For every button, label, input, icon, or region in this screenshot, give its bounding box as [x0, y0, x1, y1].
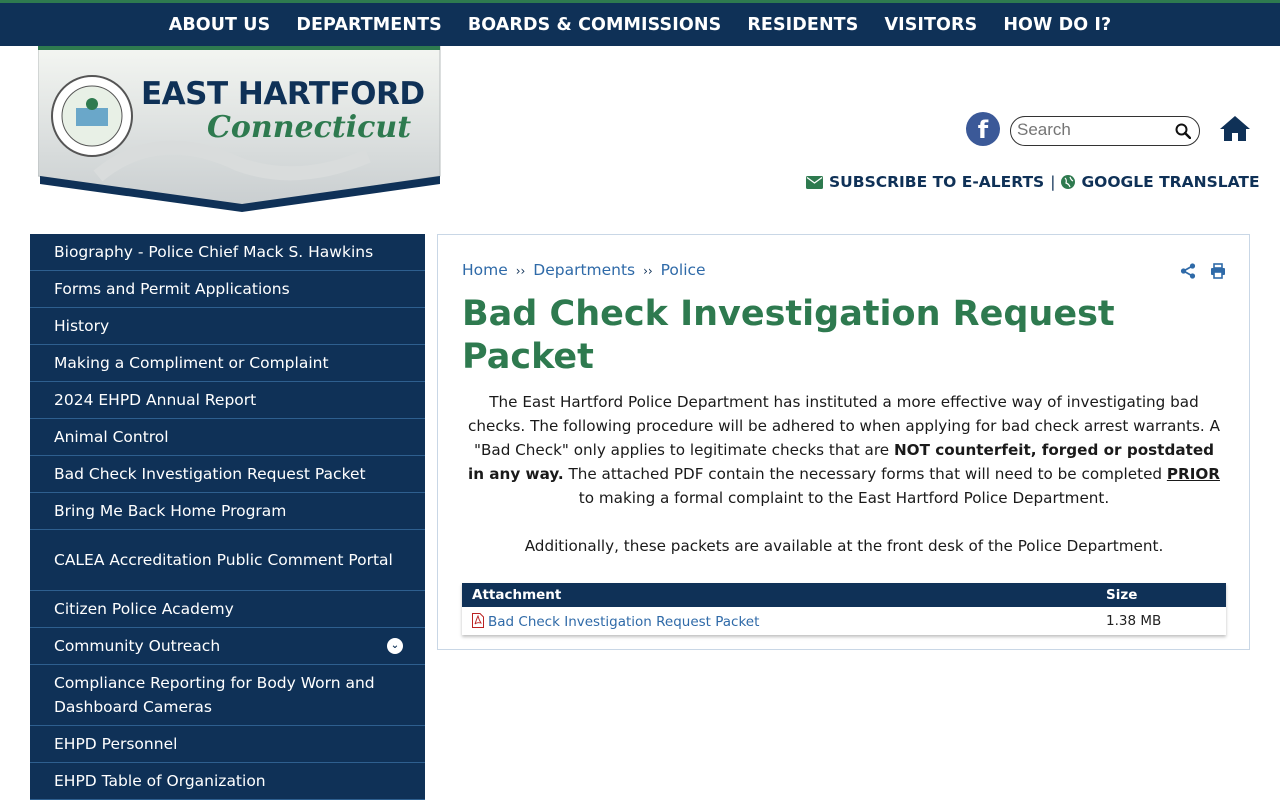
search-icon[interactable]	[1175, 123, 1191, 139]
sidebar-item-label: Forms and Permit Applications	[54, 280, 290, 298]
attachment-size: 1.38 MB	[1106, 613, 1162, 629]
column-header-size: Size	[1096, 583, 1226, 607]
paragraph-text: The East Hartford Police Department has instituted a more effective way of investigating bad checks. The following procedure will be adhered to when applying for bad check arrest warrants. A "Bad Check" only applies to legitimate checks that are	[468, 393, 1220, 459]
page-title: Bad Check Investigation Request Packet	[462, 294, 1115, 377]
sidebar-item-community-outreach[interactable]	[30, 628, 425, 665]
nav-about-us[interactable]: ABOUT US	[168, 14, 271, 35]
sidebar-item-animal-control[interactable]	[30, 419, 425, 456]
nav-visitors[interactable]: VISITORS	[884, 14, 978, 35]
home-icon[interactable]	[1219, 114, 1251, 142]
breadcrumb-departments[interactable]: Departments	[533, 261, 636, 279]
nav-residents[interactable]: RESIDENTS	[747, 14, 859, 35]
sidebar-navigation	[30, 234, 425, 800]
paragraph-emphasis: NOT counterfeit, forged or postdated in any way.	[468, 441, 1214, 483]
paragraph-text: to making a formal complaint to the East Hartford Police Department.	[578, 489, 1110, 507]
print-icon[interactable]	[1210, 263, 1226, 279]
sidebar-item-label: EHPD Personnel	[54, 735, 178, 753]
sidebar-item-bad-check[interactable]	[30, 456, 425, 493]
breadcrumb-police[interactable]: Police	[660, 261, 706, 279]
sidebar-item-annual-report[interactable]	[30, 382, 425, 419]
sidebar-item-label: History	[54, 317, 110, 335]
share-icon[interactable]	[1180, 263, 1196, 279]
sidebar-item-forms-permits[interactable]	[30, 271, 425, 308]
pdf-file-icon	[472, 613, 484, 628]
logo-title: EAST HARTFORD	[141, 76, 425, 112]
logo-text	[141, 76, 441, 145]
sidebar-item-history[interactable]	[30, 308, 425, 345]
nav-boards-commissions[interactable]: BOARDS & COMMISSIONS	[467, 14, 722, 35]
site-header	[0, 46, 1280, 234]
chevron-down-icon[interactable]: ⌄	[387, 638, 403, 654]
facebook-icon[interactable]: f	[966, 112, 1000, 146]
sidebar-item-label: Community Outreach	[54, 637, 221, 655]
logo-subtitle: Connecticut	[207, 110, 412, 145]
main-content	[437, 234, 1250, 650]
sidebar-item-calea[interactable]	[30, 530, 425, 591]
top-navigation-bar	[0, 0, 1280, 46]
envelope-icon	[806, 176, 823, 189]
sidebar-item-table-of-organization[interactable]	[30, 763, 425, 800]
sidebar-item-label: Compliance Reporting for Body Worn and Dashboard Cameras	[54, 674, 375, 716]
sidebar-item-label: Animal Control	[54, 428, 169, 446]
breadcrumb-separator: ››	[643, 264, 653, 278]
google-translate-link[interactable]: GOOGLE TRANSLATE	[1081, 173, 1260, 191]
attachment-link[interactable]: Bad Check Investigation Request Packet	[488, 613, 760, 630]
attachments-table	[462, 583, 1226, 635]
sidebar-item-compliment-complaint[interactable]	[30, 345, 425, 382]
utility-separator: |	[1050, 173, 1056, 191]
sidebar-item-label: Making a Compliment or Complaint	[54, 354, 329, 372]
attachment-cell	[462, 607, 1096, 635]
breadcrumb-home[interactable]: Home	[462, 261, 508, 279]
nav-how-do-i[interactable]: HOW DO I?	[1003, 14, 1112, 35]
availability-paragraph: Additionally, these packets are available at the front desk of the Police Department.	[524, 537, 1164, 555]
breadcrumb-separator: ››	[515, 264, 526, 278]
site-logo[interactable]	[38, 46, 442, 214]
table-row	[462, 607, 1226, 635]
sidebar-item-label: 2024 EHPD Annual Report	[54, 391, 257, 409]
table-header-row	[462, 583, 1226, 607]
nav-departments[interactable]: DEPARTMENTS	[296, 14, 442, 35]
sidebar-item-bring-me-back-home[interactable]	[30, 493, 425, 530]
search-input[interactable]	[1017, 117, 1167, 143]
column-header-attachment: Attachment	[462, 583, 1096, 607]
paragraph-text: The attached PDF contain the necessary forms that will need to be completed	[563, 465, 1167, 483]
sidebar-item-label: Bad Check Investigation Request Packet	[54, 465, 366, 483]
sidebar-item-ehpd-personnel[interactable]	[30, 726, 425, 763]
sidebar-item-biography[interactable]	[30, 234, 425, 271]
paragraph-emphasis-underlined: PRIOR	[1166, 465, 1220, 483]
sidebar-item-label: Biography - Police Chief Mack S. Hawkins	[54, 243, 374, 261]
sidebar-item-label: Bring Me Back Home Program	[54, 502, 287, 520]
utility-links	[806, 173, 1260, 191]
sidebar-item-compliance-reporting[interactable]	[30, 665, 425, 726]
sidebar-item-label: CALEA Accreditation Public Comment Portal	[54, 551, 393, 569]
breadcrumb	[462, 261, 706, 279]
sidebar-item-label: Citizen Police Academy	[54, 600, 234, 618]
globe-icon	[1061, 175, 1075, 189]
search-box	[1010, 116, 1200, 146]
sidebar-item-label: EHPD Table of Organization	[54, 772, 266, 790]
sidebar-item-citizen-police-academy[interactable]	[30, 591, 425, 628]
description-paragraph	[466, 390, 1222, 510]
subscribe-e-alerts-link[interactable]: SUBSCRIBE TO E-ALERTS	[829, 173, 1045, 191]
top-nav	[0, 3, 1280, 46]
